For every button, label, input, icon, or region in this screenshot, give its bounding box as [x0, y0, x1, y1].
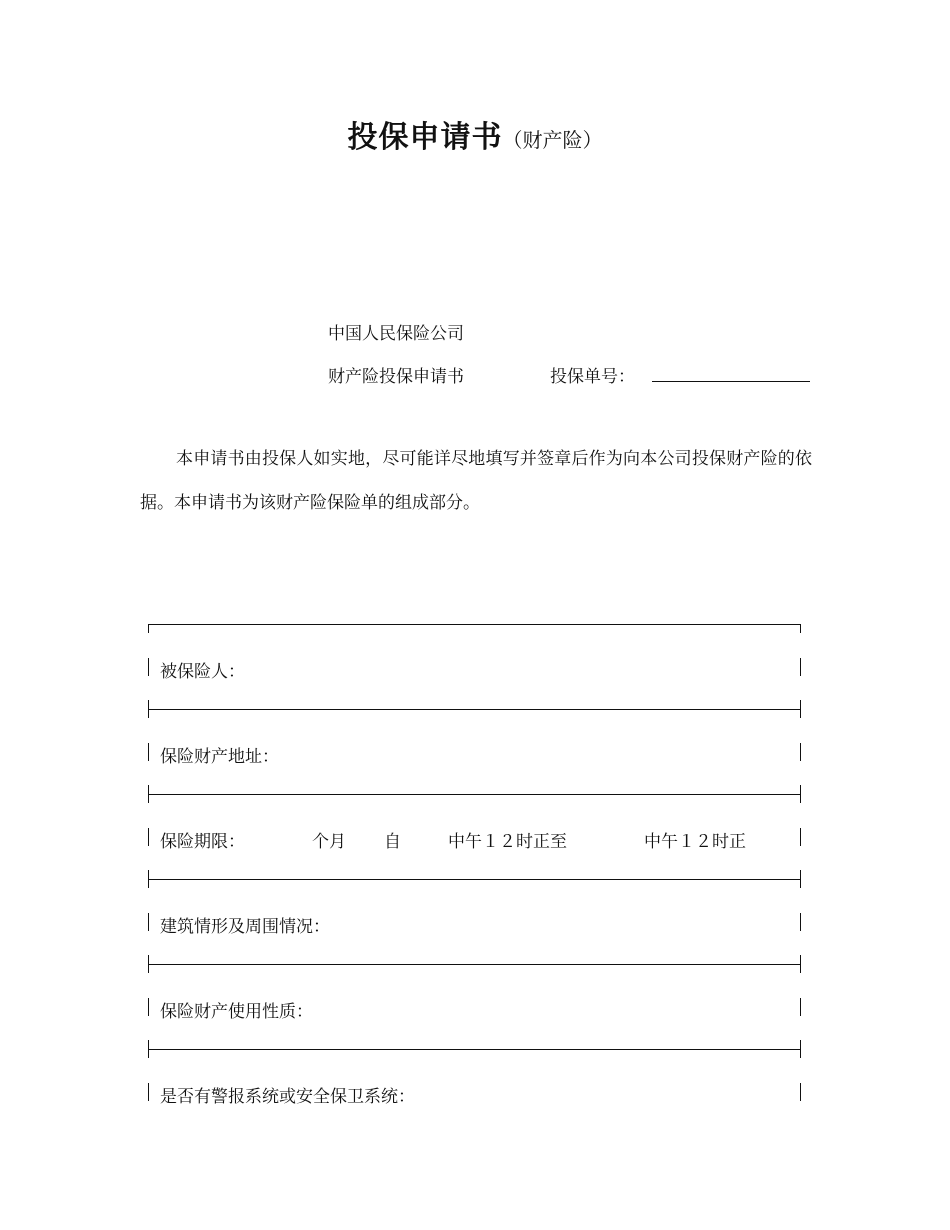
table-divider [148, 879, 801, 880]
insurance-period-field[interactable] [160, 827, 790, 851]
table-divider [148, 1049, 801, 1050]
table-divider [148, 709, 801, 710]
period-noon-to: 中午１２时正至 [448, 832, 567, 852]
form-name: 财产险投保申请书 [328, 367, 464, 387]
table-border-top [148, 624, 801, 625]
company-name: 中国人民保险公司 [328, 324, 464, 344]
period-noon-end: 中午１２时正 [644, 832, 746, 852]
document-title [0, 112, 950, 156]
table-divider [148, 964, 801, 965]
period-label: 保险期限： [160, 832, 245, 852]
period-from: 自 [384, 832, 401, 852]
period-months: 个月 [312, 832, 346, 852]
intro-paragraph: 本申请书由投保人如实地，尽可能详尽地填写并签章后作为向本公司投保财产险的依据。本申请书为该财产险保险单的组成部分。 [140, 449, 812, 513]
title-subtitle: （财产险） [502, 128, 603, 152]
policy-number-label: 投保单号： [550, 367, 635, 387]
title-main: 投保申请书 [347, 120, 503, 155]
policy-number-field[interactable] [652, 381, 810, 382]
form-header [328, 362, 813, 386]
table-divider [148, 794, 801, 795]
